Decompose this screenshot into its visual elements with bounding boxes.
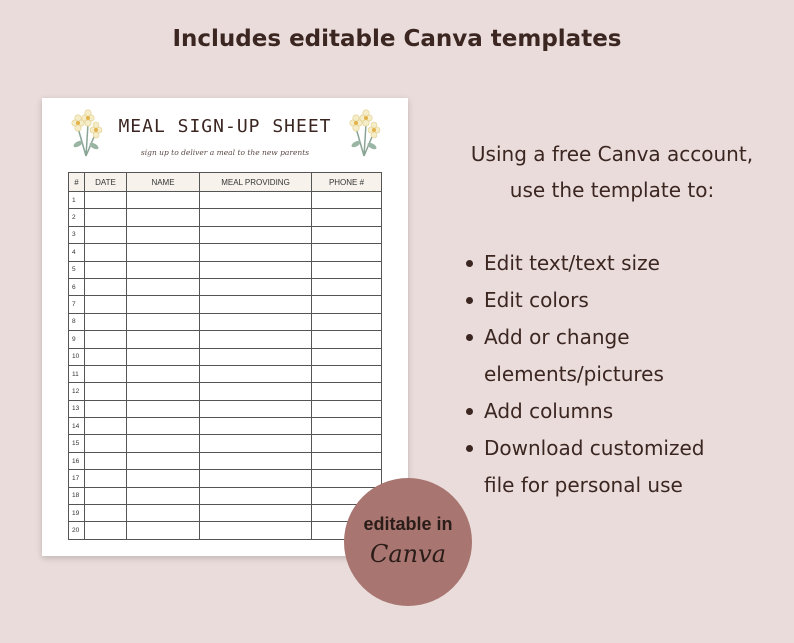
date-cell bbox=[85, 470, 127, 487]
feature-text-continued: file for personal use bbox=[484, 473, 683, 497]
date-cell bbox=[85, 522, 127, 539]
name-cell bbox=[127, 331, 200, 348]
meal-cell bbox=[200, 331, 312, 348]
table-row bbox=[69, 418, 382, 435]
meal-cell bbox=[200, 487, 312, 504]
table-row bbox=[69, 226, 382, 243]
table-row bbox=[69, 192, 382, 209]
row-number: 14 bbox=[69, 418, 85, 435]
name-cell bbox=[127, 418, 200, 435]
phone-cell bbox=[312, 296, 382, 313]
date-cell bbox=[85, 400, 127, 417]
date-cell bbox=[85, 383, 127, 400]
phone-cell bbox=[312, 313, 382, 330]
row-number: 12 bbox=[69, 383, 85, 400]
row-number: 9 bbox=[69, 331, 85, 348]
phone-cell bbox=[312, 400, 382, 417]
table-row bbox=[69, 505, 382, 522]
feature-item bbox=[466, 245, 704, 282]
phone-cell bbox=[312, 348, 382, 365]
name-cell bbox=[127, 278, 200, 295]
meal-cell bbox=[200, 244, 312, 261]
table-row bbox=[69, 365, 382, 382]
column-header-meal: MEAL PROVIDING bbox=[200, 173, 312, 192]
bullet-icon bbox=[466, 445, 473, 452]
name-cell bbox=[127, 209, 200, 226]
name-cell bbox=[127, 244, 200, 261]
table-row bbox=[69, 383, 382, 400]
date-cell bbox=[85, 505, 127, 522]
row-number: 19 bbox=[69, 505, 85, 522]
name-cell bbox=[127, 400, 200, 417]
table-row bbox=[69, 244, 382, 261]
meal-cell bbox=[200, 418, 312, 435]
table-row bbox=[69, 522, 382, 539]
name-cell bbox=[127, 452, 200, 469]
row-number: 7 bbox=[69, 296, 85, 313]
name-cell bbox=[127, 383, 200, 400]
column-header-phone: PHONE # bbox=[312, 173, 382, 192]
phone-cell bbox=[312, 331, 382, 348]
table-row bbox=[69, 209, 382, 226]
name-cell bbox=[127, 487, 200, 504]
name-cell bbox=[127, 313, 200, 330]
date-cell bbox=[85, 348, 127, 365]
page-headline: Includes editable Canva templates bbox=[172, 26, 622, 52]
phone-cell bbox=[312, 383, 382, 400]
phone-cell bbox=[312, 261, 382, 278]
name-cell bbox=[127, 365, 200, 382]
date-cell bbox=[85, 261, 127, 278]
date-cell bbox=[85, 209, 127, 226]
table-row bbox=[69, 278, 382, 295]
phone-cell bbox=[312, 226, 382, 243]
table-row bbox=[69, 261, 382, 278]
date-cell bbox=[85, 435, 127, 452]
column-header-name: NAME bbox=[127, 173, 200, 192]
meal-cell bbox=[200, 313, 312, 330]
date-cell bbox=[85, 226, 127, 243]
date-cell bbox=[85, 331, 127, 348]
name-cell bbox=[127, 296, 200, 313]
feature-text: Download customized bbox=[484, 436, 705, 460]
feature-text: Edit text/text size bbox=[484, 251, 660, 275]
row-number: 10 bbox=[69, 348, 85, 365]
feature-text-continued: elements/pictures bbox=[484, 362, 664, 386]
meal-cell bbox=[200, 278, 312, 295]
row-number: 18 bbox=[69, 487, 85, 504]
meal-cell bbox=[200, 470, 312, 487]
meal-cell bbox=[200, 522, 312, 539]
promo-line-1: Using a free Canva account, bbox=[470, 142, 754, 166]
phone-cell bbox=[312, 244, 382, 261]
name-cell bbox=[127, 226, 200, 243]
bullet-icon bbox=[466, 297, 473, 304]
meal-cell bbox=[200, 296, 312, 313]
name-cell bbox=[127, 435, 200, 452]
table-row bbox=[69, 435, 382, 452]
date-cell bbox=[85, 296, 127, 313]
row-number: 5 bbox=[69, 261, 85, 278]
date-cell bbox=[85, 487, 127, 504]
row-number: 17 bbox=[69, 470, 85, 487]
promo-line-2: use the template to: bbox=[509, 178, 715, 202]
row-number: 3 bbox=[69, 226, 85, 243]
date-cell bbox=[85, 452, 127, 469]
bullet-icon bbox=[466, 260, 473, 267]
meal-cell bbox=[200, 261, 312, 278]
date-cell bbox=[85, 418, 127, 435]
table-row bbox=[69, 348, 382, 365]
name-cell bbox=[127, 505, 200, 522]
feature-item bbox=[466, 319, 704, 393]
meal-cell bbox=[200, 505, 312, 522]
table-row bbox=[69, 313, 382, 330]
row-number: 8 bbox=[69, 313, 85, 330]
table-row bbox=[69, 296, 382, 313]
meal-cell bbox=[200, 226, 312, 243]
feature-list bbox=[466, 245, 704, 504]
row-number: 1 bbox=[69, 192, 85, 209]
row-number: 11 bbox=[69, 365, 85, 382]
table-row bbox=[69, 452, 382, 469]
column-header-date: DATE bbox=[85, 173, 127, 192]
phone-cell bbox=[312, 278, 382, 295]
phone-cell bbox=[312, 192, 382, 209]
table-header-row bbox=[69, 173, 382, 192]
meal-signup-sheet bbox=[42, 98, 408, 556]
feature-item bbox=[466, 282, 704, 319]
name-cell bbox=[127, 261, 200, 278]
meal-cell bbox=[200, 365, 312, 382]
table-row bbox=[69, 487, 382, 504]
name-cell bbox=[127, 348, 200, 365]
feature-item bbox=[466, 393, 704, 430]
date-cell bbox=[85, 192, 127, 209]
meal-cell bbox=[200, 348, 312, 365]
phone-cell bbox=[312, 435, 382, 452]
bullet-icon bbox=[466, 334, 473, 341]
meal-cell bbox=[200, 435, 312, 452]
phone-cell bbox=[312, 209, 382, 226]
badge-brand-text: Canva bbox=[370, 540, 446, 568]
date-cell bbox=[85, 313, 127, 330]
meal-cell bbox=[200, 452, 312, 469]
date-cell bbox=[85, 365, 127, 382]
date-cell bbox=[85, 278, 127, 295]
table-row bbox=[69, 400, 382, 417]
table-row bbox=[69, 470, 382, 487]
row-number: 15 bbox=[69, 435, 85, 452]
phone-cell bbox=[312, 470, 382, 487]
phone-cell bbox=[312, 365, 382, 382]
badge-text: editable in bbox=[363, 514, 453, 534]
row-number: 6 bbox=[69, 278, 85, 295]
phone-cell bbox=[312, 418, 382, 435]
meal-cell bbox=[200, 383, 312, 400]
feature-text: Edit colors bbox=[484, 288, 589, 312]
table-row bbox=[69, 331, 382, 348]
date-cell bbox=[85, 244, 127, 261]
meal-cell bbox=[200, 192, 312, 209]
column-header-number: # bbox=[69, 173, 85, 192]
name-cell bbox=[127, 470, 200, 487]
sheet-title: MEAL SIGN-UP SHEET bbox=[118, 116, 332, 137]
row-number: 20 bbox=[69, 522, 85, 539]
signup-table bbox=[68, 172, 382, 540]
name-cell bbox=[127, 192, 200, 209]
editable-in-canva-badge bbox=[344, 478, 472, 606]
feature-text: Add or change bbox=[484, 325, 630, 349]
name-cell bbox=[127, 522, 200, 539]
meal-cell bbox=[200, 209, 312, 226]
meal-cell bbox=[200, 400, 312, 417]
row-number: 2 bbox=[69, 209, 85, 226]
feature-item bbox=[466, 430, 704, 504]
row-number: 4 bbox=[69, 244, 85, 261]
sheet-subtitle: sign up to deliver a meal to the new parents bbox=[140, 148, 310, 157]
row-number: 13 bbox=[69, 400, 85, 417]
row-number: 16 bbox=[69, 452, 85, 469]
bullet-icon bbox=[466, 408, 473, 415]
phone-cell bbox=[312, 452, 382, 469]
feature-text: Add columns bbox=[484, 399, 614, 423]
